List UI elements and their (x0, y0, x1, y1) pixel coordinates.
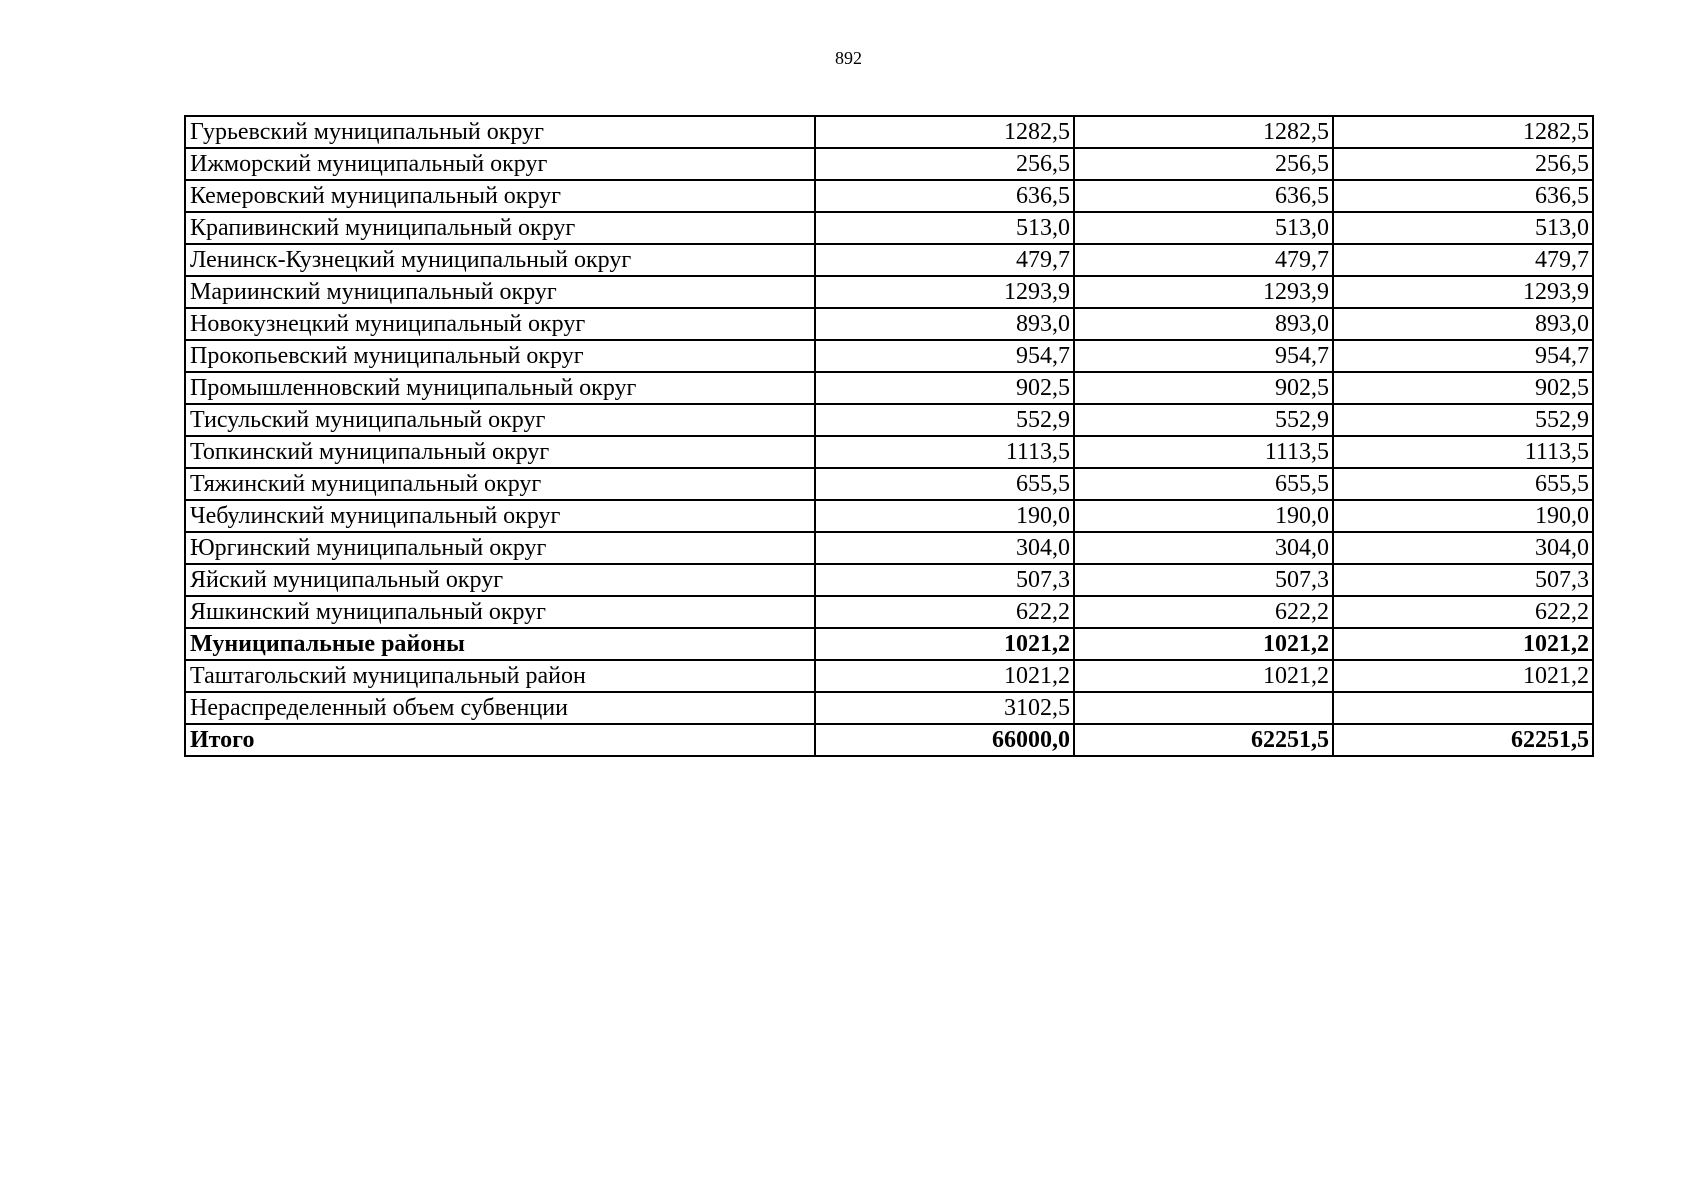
allocation-table (184, 115, 1594, 757)
row-value-2-cell: 479,7 (1074, 244, 1333, 276)
page-number: 892 (835, 48, 862, 68)
row-value-2-cell (1074, 692, 1333, 724)
row-value-3-cell: 1021,2 (1333, 660, 1593, 692)
row-value-1-cell: 256,5 (815, 148, 1074, 180)
table-row (185, 212, 1593, 244)
row-value-2-cell: 893,0 (1074, 308, 1333, 340)
table-row (185, 564, 1593, 596)
table-row (185, 692, 1593, 724)
row-value-2-cell: 256,5 (1074, 148, 1333, 180)
row-name-cell: Прокопьевский муниципальный округ (185, 340, 815, 372)
row-name-cell: Ижморский муниципальный округ (185, 148, 815, 180)
table-row (185, 244, 1593, 276)
row-value-1-cell: 1282,5 (815, 116, 1074, 148)
row-value-2-cell: 513,0 (1074, 212, 1333, 244)
row-value-3-cell (1333, 692, 1593, 724)
row-value-1-cell: 1021,2 (815, 628, 1074, 660)
table-row (185, 404, 1593, 436)
row-value-1-cell: 66000,0 (815, 724, 1074, 756)
row-value-1-cell: 1293,9 (815, 276, 1074, 308)
row-value-3-cell: 507,3 (1333, 564, 1593, 596)
row-name-cell: Яйский муниципальный округ (185, 564, 815, 596)
row-name-cell: Муниципальные районы (185, 628, 815, 660)
row-value-1-cell: 190,0 (815, 500, 1074, 532)
table-row (185, 660, 1593, 692)
row-name-cell: Новокузнецкий муниципальный округ (185, 308, 815, 340)
table-row (185, 468, 1593, 500)
row-value-3-cell: 1293,9 (1333, 276, 1593, 308)
table-body (185, 116, 1593, 756)
table-row (185, 500, 1593, 532)
row-name-cell: Ленинск-Кузнецкий муниципальный округ (185, 244, 815, 276)
row-value-1-cell: 1113,5 (815, 436, 1074, 468)
row-value-1-cell: 622,2 (815, 596, 1074, 628)
row-value-2-cell: 902,5 (1074, 372, 1333, 404)
row-value-3-cell: 1113,5 (1333, 436, 1593, 468)
row-value-2-cell: 62251,5 (1074, 724, 1333, 756)
row-value-2-cell: 304,0 (1074, 532, 1333, 564)
table-row (185, 148, 1593, 180)
row-value-1-cell: 954,7 (815, 340, 1074, 372)
table-row-summary (185, 628, 1593, 660)
row-value-1-cell: 479,7 (815, 244, 1074, 276)
row-value-3-cell: 190,0 (1333, 500, 1593, 532)
row-value-3-cell: 1282,5 (1333, 116, 1593, 148)
row-value-3-cell: 636,5 (1333, 180, 1593, 212)
row-value-3-cell: 902,5 (1333, 372, 1593, 404)
row-value-2-cell: 190,0 (1074, 500, 1333, 532)
row-value-3-cell: 304,0 (1333, 532, 1593, 564)
row-name-cell: Чебулинский муниципальный округ (185, 500, 815, 532)
row-name-cell: Промышленновский муниципальный округ (185, 372, 815, 404)
table-row (185, 532, 1593, 564)
row-value-1-cell: 902,5 (815, 372, 1074, 404)
row-value-1-cell: 1021,2 (815, 660, 1074, 692)
row-name-cell: Итого (185, 724, 815, 756)
row-value-3-cell: 479,7 (1333, 244, 1593, 276)
table-row (185, 372, 1593, 404)
table-row (185, 340, 1593, 372)
row-value-3-cell: 256,5 (1333, 148, 1593, 180)
row-value-1-cell: 655,5 (815, 468, 1074, 500)
row-value-2-cell: 552,9 (1074, 404, 1333, 436)
row-name-cell: Гурьевский муниципальный округ (185, 116, 815, 148)
row-name-cell: Кемеровский муниципальный округ (185, 180, 815, 212)
table-row (185, 596, 1593, 628)
table-row (185, 308, 1593, 340)
row-value-3-cell: 513,0 (1333, 212, 1593, 244)
table-row-summary (185, 724, 1593, 756)
row-value-3-cell: 552,9 (1333, 404, 1593, 436)
row-value-2-cell: 636,5 (1074, 180, 1333, 212)
row-value-1-cell: 304,0 (815, 532, 1074, 564)
row-value-2-cell: 954,7 (1074, 340, 1333, 372)
row-value-1-cell: 636,5 (815, 180, 1074, 212)
row-value-3-cell: 954,7 (1333, 340, 1593, 372)
row-value-2-cell: 507,3 (1074, 564, 1333, 596)
table-row (185, 276, 1593, 308)
row-name-cell: Юргинский муниципальный округ (185, 532, 815, 564)
row-value-2-cell: 1021,2 (1074, 660, 1333, 692)
row-value-2-cell: 655,5 (1074, 468, 1333, 500)
row-value-2-cell: 1113,5 (1074, 436, 1333, 468)
row-name-cell: Тисульский муниципальный округ (185, 404, 815, 436)
row-name-cell: Нераспределенный объем субвенции (185, 692, 815, 724)
table-row (185, 436, 1593, 468)
row-value-3-cell: 622,2 (1333, 596, 1593, 628)
row-value-1-cell: 3102,5 (815, 692, 1074, 724)
row-name-cell: Таштагольский муниципальный район (185, 660, 815, 692)
row-value-3-cell: 62251,5 (1333, 724, 1593, 756)
row-value-2-cell: 1282,5 (1074, 116, 1333, 148)
table-row (185, 180, 1593, 212)
table-row (185, 116, 1593, 148)
row-value-2-cell: 622,2 (1074, 596, 1333, 628)
row-name-cell: Мариинский муниципальный округ (185, 276, 815, 308)
row-value-3-cell: 893,0 (1333, 308, 1593, 340)
row-value-1-cell: 893,0 (815, 308, 1074, 340)
row-value-3-cell: 1021,2 (1333, 628, 1593, 660)
row-value-1-cell: 513,0 (815, 212, 1074, 244)
row-name-cell: Яшкинский муниципальный округ (185, 596, 815, 628)
row-name-cell: Тяжинский муниципальный округ (185, 468, 815, 500)
row-value-1-cell: 507,3 (815, 564, 1074, 596)
row-name-cell: Топкинский муниципальный округ (185, 436, 815, 468)
row-value-2-cell: 1021,2 (1074, 628, 1333, 660)
row-value-1-cell: 552,9 (815, 404, 1074, 436)
row-value-2-cell: 1293,9 (1074, 276, 1333, 308)
row-name-cell: Крапивинский муниципальный округ (185, 212, 815, 244)
row-value-3-cell: 655,5 (1333, 468, 1593, 500)
